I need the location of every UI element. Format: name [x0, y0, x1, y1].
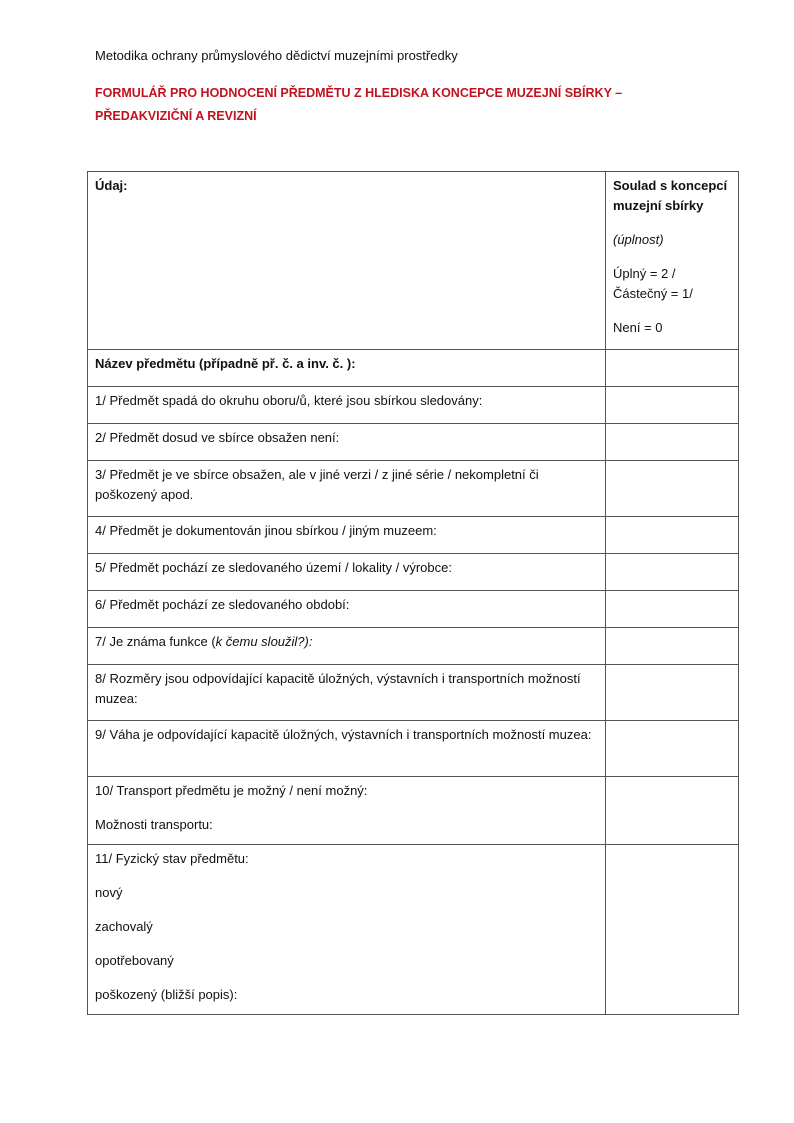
- table-row: [88, 350, 739, 387]
- table-row: [88, 554, 739, 591]
- score-cell[interactable]: [606, 721, 739, 777]
- score-cell[interactable]: [606, 777, 739, 845]
- table-row: [88, 845, 739, 1015]
- compliance-scale-zero: Není = 0: [613, 320, 663, 335]
- condition-option-worn: opotřebovaný: [95, 953, 174, 968]
- score-cell[interactable]: [606, 517, 739, 554]
- table-row: [88, 424, 739, 461]
- compliance-subtitle: (úplnost): [613, 232, 664, 247]
- condition-label: 11/ Fyzický stav předmětu:: [95, 851, 249, 866]
- table-header-row: [88, 172, 739, 350]
- score-cell[interactable]: [606, 461, 739, 517]
- row-label: 8/ Rozměry jsou odpovídající kapacitě úložných, výstavních i transportních možností muzea:: [88, 665, 606, 721]
- row-label: [88, 350, 606, 387]
- table-row: [88, 777, 739, 845]
- object-name-label: Název předmětu (případně př. č. a inv. č. ):: [95, 356, 356, 371]
- table-row: [88, 591, 739, 628]
- row-label: 5/ Předmět pochází ze sledovaného území / lokality / výrobce:: [88, 554, 606, 591]
- row-label: 3/ Předmět je ve sbírce obsažen, ale v jiné verzi / z jiné série / nekompletní či poškozený apod.: [88, 461, 606, 517]
- compliance-title: Soulad s koncepcí muzejní sbírky: [613, 178, 728, 213]
- score-cell[interactable]: [606, 628, 739, 665]
- score-cell[interactable]: [606, 665, 739, 721]
- condition-option-new: nový: [95, 885, 123, 900]
- condition-option-preserved: zachovalý: [95, 919, 153, 934]
- score-cell[interactable]: [606, 554, 739, 591]
- row-label: 2/ Předmět dosud ve sbírce obsažen není:: [88, 424, 606, 461]
- header-cell-data: [88, 172, 606, 350]
- table-row: [88, 721, 739, 777]
- score-cell[interactable]: [606, 845, 739, 1015]
- row-label: 1/ Předmět spadá do okruhu oboru/ů, které jsou sbírkou sledovány:: [88, 387, 606, 424]
- header-cell-compliance: [606, 172, 739, 350]
- row-label: 6/ Předmět pochází ze sledovaného období:: [88, 591, 606, 628]
- table-row: [88, 628, 739, 665]
- table-row: [88, 517, 739, 554]
- table-row: [88, 387, 739, 424]
- function-hint: k čemu sloužil?):: [215, 634, 313, 649]
- row-label: 4/ Předmět je dokumentován jinou sbírkou / jiným muzeem:: [88, 517, 606, 554]
- transport-options-label: Možnosti transportu:: [95, 817, 213, 832]
- compliance-scale: Úplný = 2 / Částečný = 1/: [613, 266, 693, 301]
- header-label: Údaj:: [95, 178, 128, 193]
- condition-option-damaged: poškozený (bližší popis):: [95, 987, 238, 1002]
- table-row: [88, 461, 739, 517]
- row-label: [88, 777, 606, 845]
- score-cell[interactable]: [606, 591, 739, 628]
- transport-label: 10/ Transport předmětu je možný / není možný:: [95, 783, 368, 798]
- row-label: [88, 628, 606, 665]
- score-cell[interactable]: [606, 387, 739, 424]
- table-row: [88, 665, 739, 721]
- score-cell[interactable]: [606, 350, 739, 387]
- form-title: FORMULÁŘ PRO HODNOCENÍ PŘEDMĚTU Z HLEDISKA KONCEPCE MUZEJNÍ SBÍRKY – PŘEDAKVIZIČNÍ A REVIZNÍ: [95, 86, 623, 123]
- row-label: [88, 845, 606, 1015]
- running-header: Metodika ochrany průmyslového dědictví muzejními prostředky: [95, 48, 458, 63]
- function-label: 7/ Je známa funkce (: [95, 634, 216, 649]
- evaluation-table: [87, 171, 739, 1015]
- row-label: 9/ Váha je odpovídající kapacitě úložných, výstavních i transportních možností muzea:: [88, 721, 606, 777]
- score-cell[interactable]: [606, 424, 739, 461]
